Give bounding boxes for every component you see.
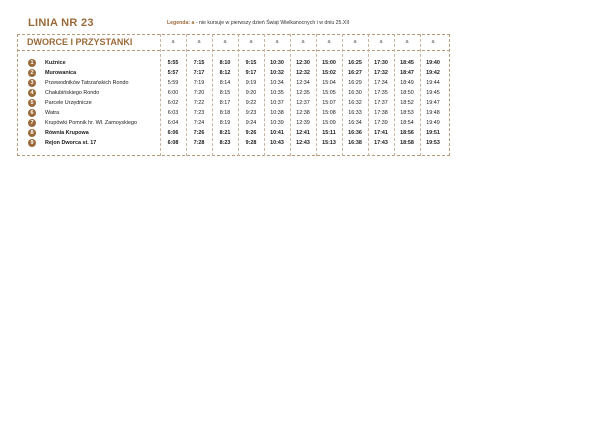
departure-time: 19:40	[426, 60, 440, 66]
table-row	[0, 109, 600, 119]
departure-time: 8:23	[219, 140, 231, 146]
departure-time: 8:14	[219, 80, 231, 86]
departure-time: 19:51	[426, 130, 440, 136]
departure-time: 18:45	[400, 60, 414, 66]
departure-time: 18:56	[400, 130, 414, 136]
departure-time: 7:22	[193, 100, 205, 106]
legend-label: Legenda:	[167, 20, 191, 26]
table-row	[0, 89, 600, 99]
departure-time: 16:27	[348, 70, 362, 76]
column-mark: a	[431, 39, 435, 45]
departure-time: 17:41	[374, 130, 388, 136]
column-mark: a	[223, 39, 227, 45]
line-title: LINIA NR 23	[28, 17, 94, 29]
departure-time: 9:15	[245, 60, 257, 66]
column-mark: a	[301, 39, 305, 45]
departure-time: 10:43	[270, 140, 284, 146]
stop-name: Parcele Urzędnicze	[45, 100, 92, 106]
departure-time: 10:37	[270, 100, 284, 106]
departure-time: 16:25	[348, 60, 362, 66]
departure-time: 10:34	[270, 80, 284, 86]
departure-time: 8:15	[219, 90, 231, 96]
departure-time: 17:38	[374, 110, 388, 116]
departure-time: 7:19	[193, 80, 205, 86]
departure-time: 8:17	[219, 100, 231, 106]
stop-name: Chałubińskiego Rondo	[45, 90, 100, 96]
departure-time: 19:42	[426, 70, 440, 76]
departure-time: 9:26	[245, 130, 257, 136]
table-row	[0, 59, 600, 69]
departure-time: 10:38	[270, 110, 284, 116]
stop-number-badge: 4	[28, 89, 36, 97]
stop-name: Przewodników Tatrzańskich Rondo	[45, 80, 129, 86]
departure-time: 15:05	[322, 90, 336, 96]
departure-time: 6:03	[167, 110, 179, 116]
departure-time: 7:20	[193, 90, 205, 96]
table-row	[0, 119, 600, 129]
table-row	[0, 69, 600, 79]
departure-time: 18:47	[400, 70, 414, 76]
departure-time: 7:26	[193, 130, 205, 136]
departure-time: 19:48	[426, 110, 440, 116]
departure-time: 17:39	[374, 120, 388, 126]
departure-time: 12:39	[296, 120, 310, 126]
departure-time: 17:32	[374, 70, 388, 76]
table-row	[0, 129, 600, 139]
departure-time: 9:28	[245, 140, 257, 146]
table-header-title: DWORCE I PRZYSTANKI	[27, 37, 133, 47]
departure-time: 6:02	[167, 100, 179, 106]
departure-time: 15:04	[322, 80, 336, 86]
departure-time: 16:33	[348, 110, 362, 116]
departure-time: 10:32	[270, 70, 284, 76]
stop-number-badge: 8	[28, 129, 36, 137]
stop-number-badge: 7	[28, 119, 36, 127]
departure-time: 12:41	[296, 130, 310, 136]
departure-time: 9:24	[245, 120, 257, 126]
departure-time: 12:37	[296, 100, 310, 106]
departure-time: 9:20	[245, 90, 257, 96]
departure-time: 19:49	[426, 120, 440, 126]
column-mark: a	[249, 39, 253, 45]
departure-time: 16:38	[348, 140, 362, 146]
departure-time: 18:53	[400, 110, 414, 116]
departure-time: 9:23	[245, 110, 257, 116]
departure-time: 15:13	[322, 140, 336, 146]
departure-time: 17:30	[374, 60, 388, 66]
departure-time: 10:39	[270, 120, 284, 126]
departure-time: 6:04	[167, 120, 179, 126]
stop-number-badge: 3	[28, 79, 36, 87]
stop-number-badge: 1	[28, 59, 36, 67]
departure-time: 5:59	[167, 80, 179, 86]
departure-time: 7:15	[193, 60, 205, 66]
departure-time: 12:43	[296, 140, 310, 146]
stop-name: Rejon Dworca st. 17	[45, 140, 97, 146]
column-mark: a	[379, 39, 383, 45]
departure-time: 18:58	[400, 140, 414, 146]
departure-time: 18:49	[400, 80, 414, 86]
legend	[167, 20, 349, 26]
departure-time: 12:30	[296, 60, 310, 66]
stop-name: Krupówki Pomnik hr. Wł. Zamoyskiego	[45, 120, 137, 126]
stop-name: Równia Krupowa	[45, 130, 89, 136]
departure-time: 18:54	[400, 120, 414, 126]
departure-time: 5:57	[167, 70, 179, 76]
departure-time: 19:45	[426, 90, 440, 96]
column-mark: a	[275, 39, 279, 45]
departure-time: 7:24	[193, 120, 205, 126]
departure-time: 12:35	[296, 90, 310, 96]
departure-time: 18:50	[400, 90, 414, 96]
departure-time: 19:47	[426, 100, 440, 106]
departure-time: 6:08	[167, 140, 179, 146]
departure-time: 17:34	[374, 80, 388, 86]
departure-time: 15:08	[322, 110, 336, 116]
departure-time: 7:17	[193, 70, 205, 76]
departure-time: 16:36	[348, 130, 362, 136]
column-mark: a	[171, 39, 175, 45]
departure-time: 9:17	[245, 70, 257, 76]
column-mark: a	[353, 39, 357, 45]
column-mark: a	[327, 39, 331, 45]
departure-time: 5:55	[167, 60, 179, 66]
departure-time: 17:37	[374, 100, 388, 106]
stop-number-badge: 5	[28, 99, 36, 107]
departure-time: 9:22	[245, 100, 257, 106]
departure-time: 8:21	[219, 130, 231, 136]
departure-time: 17:43	[374, 140, 388, 146]
departure-time: 15:11	[322, 130, 336, 136]
stop-number-badge: 9	[28, 139, 36, 147]
departure-time: 18:52	[400, 100, 414, 106]
departure-time: 8:12	[219, 70, 231, 76]
departure-time: 19:53	[426, 140, 440, 146]
legend-text: - nie kursuje w pierwszy dzień Świąt Wielkanocnych i w dniu 25.XII	[194, 20, 350, 26]
departure-time: 6:06	[167, 130, 179, 136]
departure-time: 12:32	[296, 70, 310, 76]
departure-time: 7:23	[193, 110, 205, 116]
departure-time: 16:29	[348, 80, 362, 86]
stop-number-badge: 2	[28, 69, 36, 77]
departure-time: 15:09	[322, 120, 336, 126]
legend-symbol: a	[191, 20, 195, 26]
departure-time: 15:07	[322, 100, 336, 106]
departure-time: 6:00	[167, 90, 179, 96]
departure-time: 16:34	[348, 120, 362, 126]
departure-time: 10:35	[270, 90, 284, 96]
departure-time: 8:10	[219, 60, 231, 66]
departure-time: 12:38	[296, 110, 310, 116]
departure-time: 16:32	[348, 100, 362, 106]
departure-time: 8:18	[219, 110, 231, 116]
departure-time: 9:19	[245, 80, 257, 86]
table-row	[0, 79, 600, 89]
table-row	[0, 99, 600, 109]
departure-time: 8:19	[219, 120, 231, 126]
stop-number-badge: 6	[28, 109, 36, 117]
departure-time: 7:28	[193, 140, 205, 146]
stop-name: Watra	[45, 110, 60, 116]
departure-time: 10:30	[270, 60, 284, 66]
departure-time: 10:41	[270, 130, 284, 136]
table-row	[0, 139, 600, 149]
stop-name: Murowanica	[45, 70, 77, 76]
departure-time: 12:34	[296, 80, 310, 86]
column-mark: a	[405, 39, 409, 45]
header-divider	[17, 50, 450, 51]
column-mark: a	[197, 39, 201, 45]
departure-time: 15:02	[322, 70, 336, 76]
departure-time: 15:00	[322, 60, 336, 66]
departure-time: 17:35	[374, 90, 388, 96]
stop-name: Kuźnice	[45, 60, 66, 66]
departure-time: 19:44	[426, 80, 440, 86]
departure-time: 16:30	[348, 90, 362, 96]
